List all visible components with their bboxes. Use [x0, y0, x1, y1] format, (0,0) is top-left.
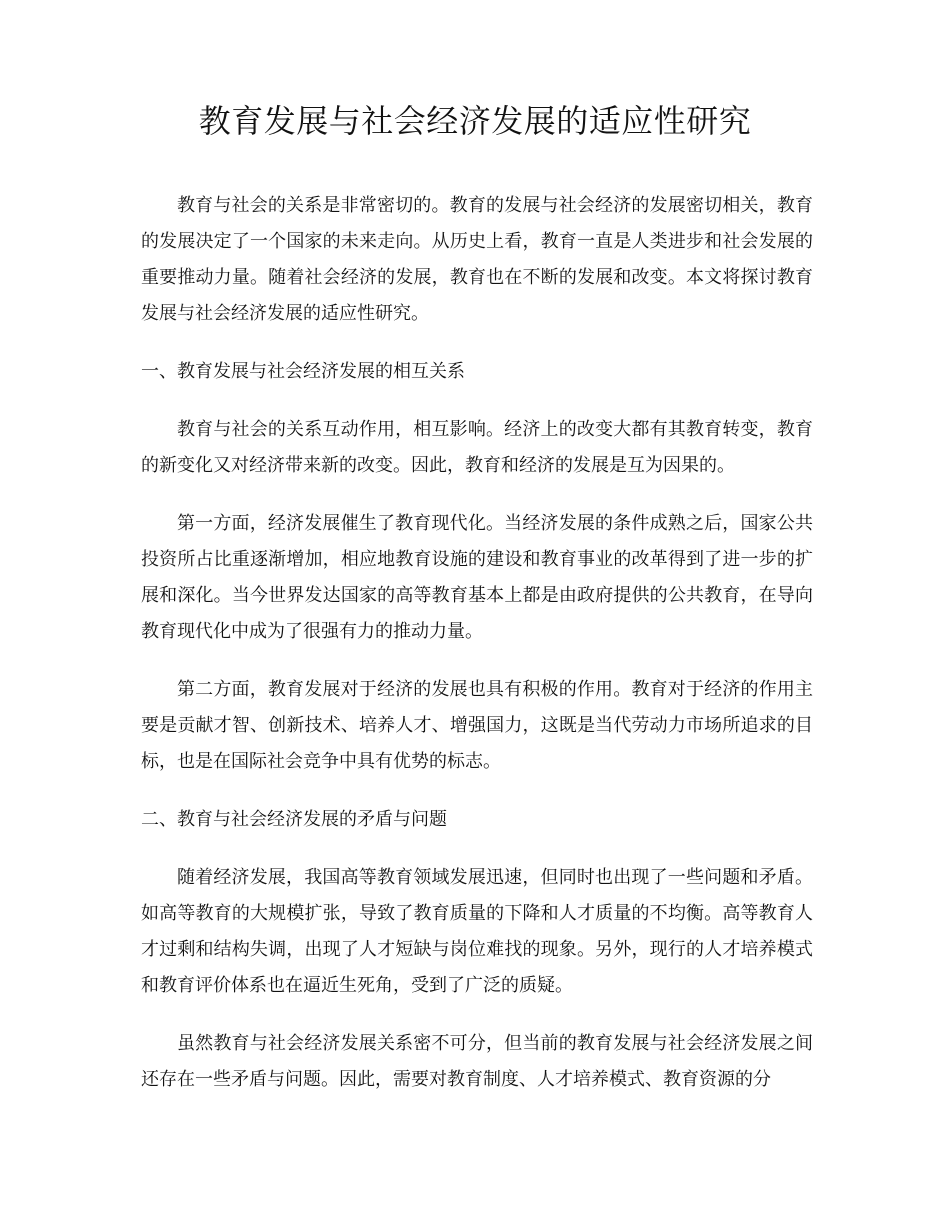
paragraph-contradictions: 虽然教育与社会经济发展关系密不可分，但当前的教育发展与社会经济发展之间还存在一些矛盾与问题。因此，需要对教育制度、人才培养模式、教育资源的分 — [141, 1033, 813, 1090]
paragraph-problems: 随着经济发展，我国高等教育领域发展迅速，但同时也出现了一些问题和矛盾。如高等教育的大规模扩张，导致了教育质量的下降和人才质量的不均衡。高等教育人才过剩和结构失调，出现了人才短缺与岗位难找的现象。另外，现行的人才培养模式和教育评价体系也在逼近生死角，受到了广泛的质疑。 — [141, 867, 813, 996]
section-heading-2: 二、教育与社会经济发展的矛盾与问题 — [141, 809, 447, 830]
paragraph-interaction: 教育与社会的关系互动作用，相互影响。经济上的改变大都有其教育转变，教育的新变化又对经济带来新的改变。因此，教育和经济的发展是互为因果的。 — [141, 419, 813, 476]
document-body — [141, 188, 813, 1120]
paragraph-intro: 教育与社会的关系是非常密切的。教育的发展与社会经济的发展密切相关，教育的发展决定了一个国家的未来走向。从历史上看，教育一直是人类进步和社会发展的重要推动力量。随着社会经济的发展，教育也在不断的发展和改变。本文将探讨教育发展与社会经济发展的适应性研究。 — [141, 195, 813, 324]
document-title: 教育发展与社会经济发展的适应性研究 — [198, 102, 752, 140]
section-heading-1: 一、教育发展与社会经济发展的相互关系 — [141, 361, 465, 382]
paragraph-second-aspect: 第二方面，教育发展对于经济的发展也具有积极的作用。教育对于经济的作用主要是贡献才智、创新技术、培养人才、增强国力，这既是当代劳动力市场所追求的目标，也是在国际社会竞争中具有优势的标志。 — [141, 679, 813, 772]
paragraph-first-aspect: 第一方面，经济发展催生了教育现代化。当经济发展的条件成熟之后，国家公共投资所占比重逐渐增加，相应地教育设施的建设和教育事业的改革得到了进一步的扩展和深化。当今世界发达国家的高等教育基本上都是由政府提供的公共教育，在导向教育现代化中成为了很强有力的推动力量。 — [141, 513, 813, 642]
